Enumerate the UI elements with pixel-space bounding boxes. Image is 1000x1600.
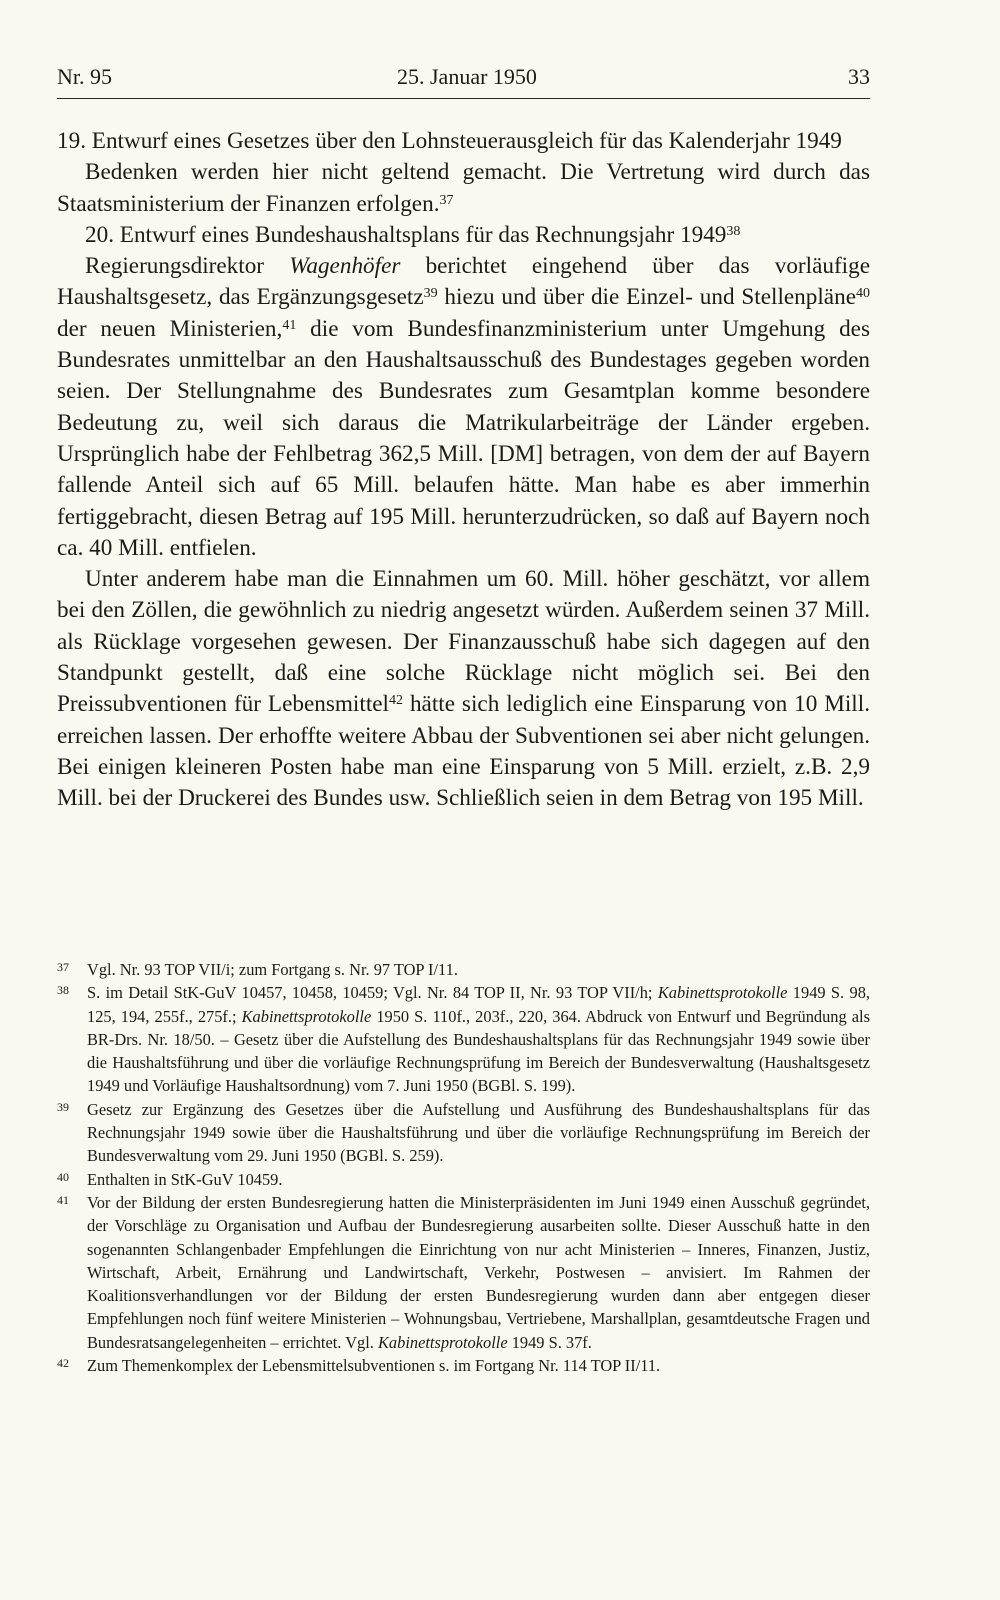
running-header xyxy=(57,64,870,98)
footnote-ref-38: 38 xyxy=(726,223,741,239)
footnote-42: 42 Zum Themenkomplex der Lebensmittelsubventionen s. im Fortgang Nr. 114 TOP II/11. xyxy=(57,1356,661,1376)
paragraph-1: Regierungsdirektor Wagenhöfer berichtet eingehend über das vorläufige Haushaltsgesetz, das Ergänzungsgesetz$^{39}$ hiezu und über die Einzel- und Stellenpläne$^{40}$ der neuen Ministerien,$^{41}$ die vom Bundesfinanzministerium unter Umgehung des Bundesrates unmittelbar an den Haushaltsausschuß des Bundestages gegeben worden seien. Der Stellungnahme des Bundesrates zum Gesamtplan komme besondere Bedeutung zu, weil sich daraus die Matrikularbeiträge der Länder ergeben. Ursprünglich habe der Fehlbetrag 362,5 Mill. [DM] betragen, von dem der auf Bayern fallende Anteil sich auf 65 Mill. belaufen hätte. Man habe es aber immerhin fertiggebracht, diesen Betrag auf 195 Mill. herunterzudrücken, so daß auf Bayern noch ca. 40 Mill. entfielen. xyxy=(57,253,871,561)
item-19-title: 19. Entwurf eines Gesetzes über den Lohnsteuerausgleich für das Kalenderjahr 1949 xyxy=(57,128,842,154)
footnote-37: 37 Vgl. Nr. 93 TOP VII/i; zum Fortgang s. Nr. 97 TOP I/11. xyxy=(57,960,458,979)
footnote-41: 41 Vor der Bildung der ersten Bundesregierung hatten die Ministerpräsidenten im Juni 1949 einen Ausschuß gegründet, der Vorschläge zu Organisation und Aufbau der Bundesregierung ausarbeiten sollte. Dieser Ausschuß hatte in den sogenannten Schlangenbader Empfehlungen die Einrichtung von nur acht Ministerien – Inneres, Finanzen, Justiz, Wirtschaft, Arbeit, Ernährung und Landwirtschaft, Verkehr, Postwesen – anvisiert. Im Rahmen der Koalitionsverhandlungen vor der Bildung der ersten Bundesregierung wurden dann aber entgegen dieser Empfehlungen noch fünf weitere Ministerien – Wohnungsbau, Vertriebene, Marshallplan, gesamtdeutsche Fragen und Bundesratsangelegenheiten – errichtet. Vgl. Kabinettsprotokolle 1949 S. 37f. xyxy=(57,1192,870,1352)
paragraph-2: Unter anderem habe man die Einnahmen um 60. Mill. höher geschätzt, vor allem bei den Zöllen, die gewöhnlich zu niedrig angesetzt würden. Außerdem seinen 37 Mill. als Rücklage vorgesehen gewesen. Der Finanzausschuß habe sich dagegen auf den Standpunkt gestellt, daß eine solche Rücklage nicht möglich sei. Bei den Preissubventionen für Lebensmittel$^{42}$ hätte sich lediglich eine Einsparung von 10 Mill. erreichen lassen. Der erhoffte weitere Abbau der Subventionen sei aber nicht gelungen. Bei einigen kleineren Posten habe man eine Einsparung von 5 Mill. erzielt, z.B. 2,9 Mill. bei der Druckerei des Bundes usw. Schließlich seien in dem Betrag von 195 Mill. xyxy=(57,566,870,812)
header-date: 25. Januar 1950 xyxy=(397,64,537,89)
footnote-ref-41: 41 xyxy=(282,317,297,333)
footnote-ref-42: 42 xyxy=(389,693,403,709)
item-19-text: Bedenken werden hier nicht geltend gemacht. Die Vertretung wird durch das Staatsministerium der Finanzen erfolgen.$^{37}$ xyxy=(57,159,870,217)
footnote-39: 39 Gesetz zur Ergänzung des Gesetzes über die Aufstellung und Ausführung des Bundeshaushaltsplans für das Rechnungsjahr 1949 sowie über die Haushaltsführung und über die vorläufige Rechnungsprüfung im Bereich der Bundesverwaltung vom 29. Juni 1950 (BGBl. S. 259). xyxy=(57,1099,870,1166)
footnotes xyxy=(57,958,870,1377)
item-20-title: 20. Entwurf eines Bundeshaushaltsplans für das Rechnungsjahr 1949$^{38}$ xyxy=(85,221,741,248)
footnote-ref-39: 39 xyxy=(423,286,438,302)
footnote-38: 38 S. im Detail StK-GuV 10457, 10458, 10459; Vgl. Nr. 84 TOP II, Nr. 93 TOP VII/h; Kabinettsprotokolle 1949 S. 98, 125, 194, 255f., 275f.; Kabinettsprotokolle 1950 S. 110f., 203f., 220, 364. Abdruck von Entwurf und Begründung als BR-Drs. Nr. 18/50. – Gesetz über die Aufstellung des Bundeshaushaltsplans für das Rechnungsjahr 1949 sowie über die Haushaltsführung und über die vorläufige Rechnungsprüfung im Bereich der Bundesverwaltung (Haushaltsgesetz 1949 und Vorläufige Haushaltsordnung) vom 7. Juni 1950 (BGBl. S. 199). xyxy=(57,983,870,1096)
footnote-ref-40: 40 xyxy=(856,286,870,302)
header-rule xyxy=(57,98,870,99)
footnote-40: 40 Enthalten in StK-GuV 10459. xyxy=(57,1169,283,1189)
footnote-ref-37: 37 xyxy=(439,192,454,208)
page-number: 33 xyxy=(848,64,870,89)
main-text xyxy=(57,126,870,815)
person-name: Wagenhöfer xyxy=(289,253,401,280)
document-number: Nr. 95 xyxy=(57,64,112,89)
